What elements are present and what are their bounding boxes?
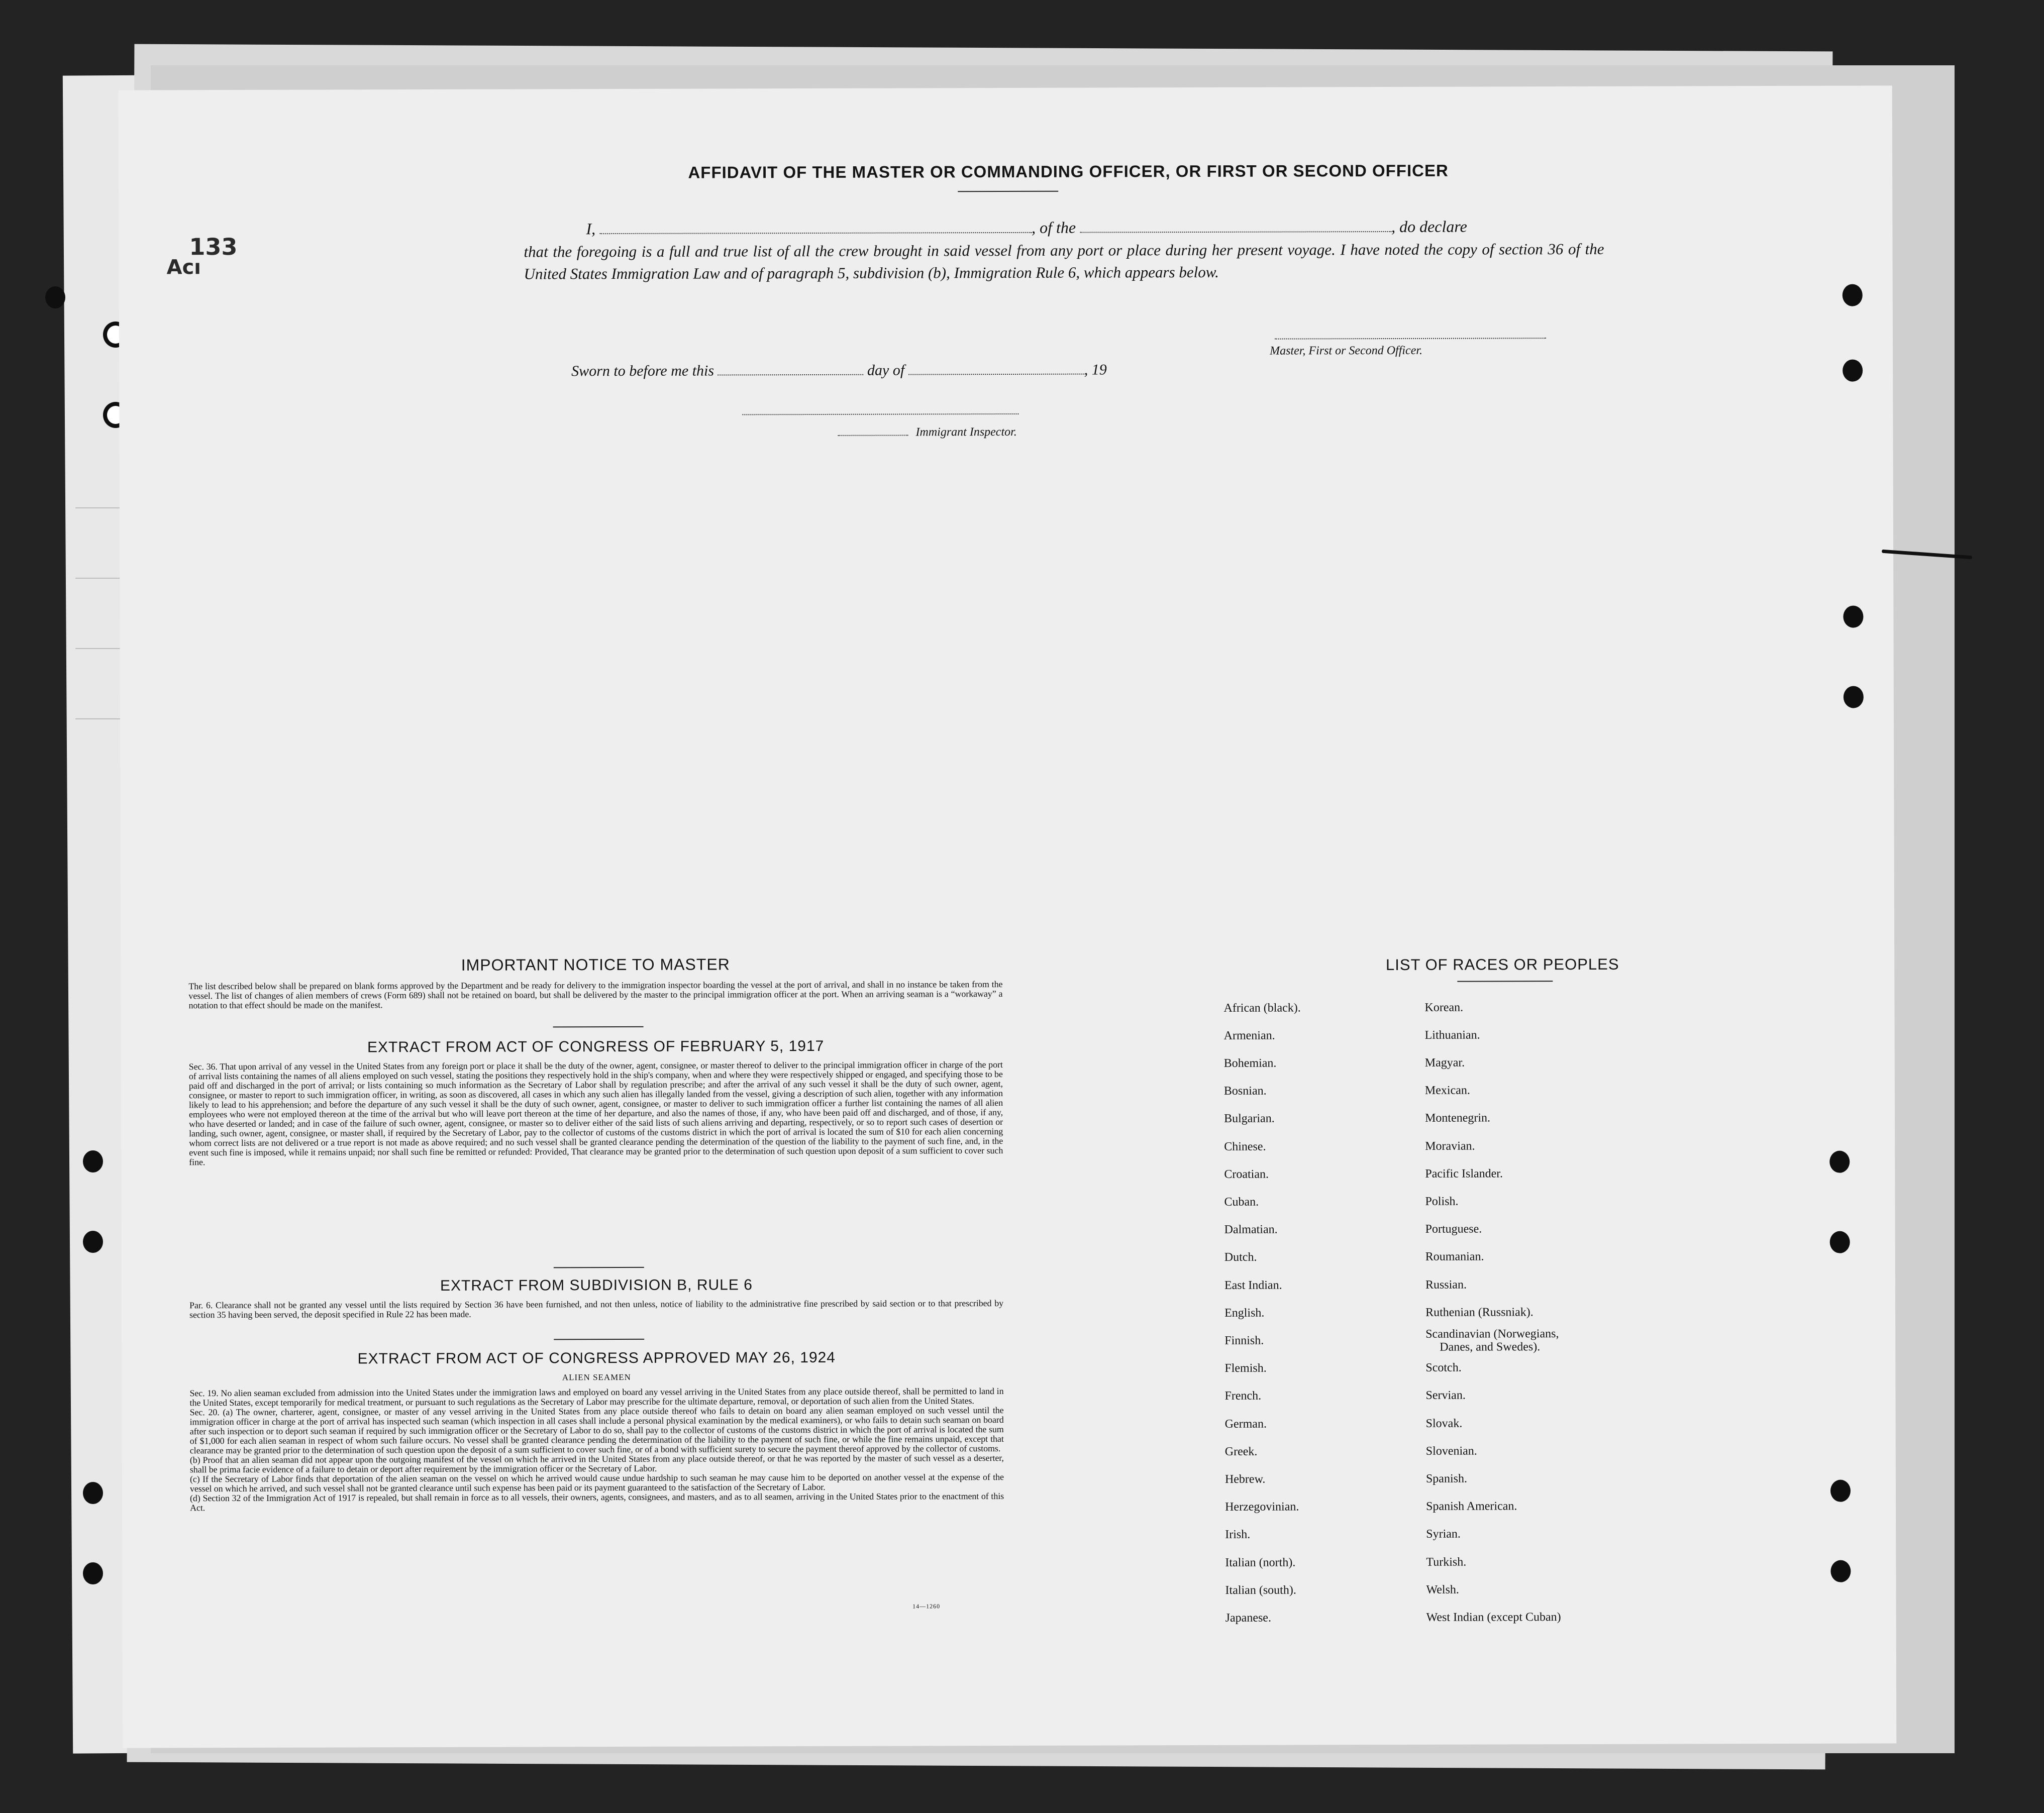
day-blank xyxy=(718,374,864,376)
race-item: Scandinavian (Norwegians, xyxy=(1425,1327,1559,1341)
affidavit-title: AFFIDAVIT OF THE MASTER OR COMMANDING OFFICER, OR FIRST OR SECOND OFFICER xyxy=(688,161,1449,182)
race-item: Bulgarian. xyxy=(1224,1112,1275,1125)
sworn-prefix: Sworn to before me this xyxy=(571,362,714,380)
extract-1917-text: Sec. 36. That upon arrival of any vessel in the United States from any foreign port or place it shall be the duty of the owner, agent, consignee, or master thereof to deliver to the principal immigration officer in charge of the port of arrival lists containing the names of all aliens employed on such vessel, stating the positions they respectively hold in the ship's company, when and where they were respectively shipped or engaged, and specifying those to be paid off and discharged in the port of arrival; or lists containing so much information as the Secretary of Labor shall by regulation prescribe; and after the arrival of any such vessel it shall be the duty of such owner, agent, consignee, or master to report to such immigration officer, in writing, as soon as discovered, all cases in which any such alien has illegally landed from the vessel, giving a description of such alien, together with any information likely to lead to his apprehension; and before the departure of any such vessel it shall be the duty of such owner, agent, consignee, or master to deliver to such immigration officer a further list containing the names of all alien employees who were not employed thereon at the time of the arrival but who will leave port thereon at the time of her departure, and also the names of those, if any, who have been paid off and discharged, and of those, if any, who have deserted or landed; and in case of the failure of such owner, agent, consignee, or master so to deliver either of the said lists of such aliens arriving and departing, respectively, or so to report such cases of desertion or landing, such owner, agent, consignee, or master shall, if required by the Secretary of Labor, pay to the collector of customs of the customs district in which the port of arrival is located the sum of $10 for each alien concerning whom correct lists are not delivered or a true report is not made as above required; and no such vessel shall be granted clearance pending the determination of the question of the liability to the payment of such fine, and, in the event such fine is imposed, while it remains unpaid; nor shall such fine be remitted or refunded: Provided, That clearance may be granted prior to the determination of such question upon deposit of a sum sufficient to cover such fine. xyxy=(188,1059,1003,1167)
race-item: Magyar. xyxy=(1424,1056,1465,1070)
divider xyxy=(554,1267,644,1268)
extract-rule6-text: Par. 6. Clearance shall not be granted any vessel until the lists required by Section 36 have been furnished, and not then unless, notice of liability to the administrative fine prescribed by said section or to that prescribed by section 35 having been served, the deposit specified in Rule 22 has been made. xyxy=(189,1298,1004,1320)
sworn-line xyxy=(571,361,1107,380)
race-item: Bohemian. xyxy=(1223,1056,1277,1070)
race-item: African (black). xyxy=(1223,1001,1301,1015)
punch-hole xyxy=(83,1562,103,1584)
notice-title: IMPORTANT NOTICE TO MASTER xyxy=(461,955,730,974)
extract-rule6-title: EXTRACT FROM SUBDIVISION B, RULE 6 xyxy=(440,1276,753,1294)
race-item: English. xyxy=(1224,1306,1265,1320)
signature-label: Master, First or Second Officer. xyxy=(1270,344,1423,358)
race-item: Moravian. xyxy=(1425,1139,1475,1153)
race-item: Russian. xyxy=(1425,1278,1467,1292)
race-item: Herzegovinian. xyxy=(1225,1500,1299,1514)
form-page xyxy=(119,85,1897,1748)
extract-1917-title: EXTRACT FROM ACT OF CONGRESS OF FEBRUARY 5, 1917 xyxy=(367,1037,825,1056)
punch-hole xyxy=(83,1231,103,1253)
punch-hole xyxy=(1843,360,1863,382)
race-item: Spanish American. xyxy=(1426,1500,1517,1513)
race-item: Roumanian. xyxy=(1425,1250,1484,1263)
paragraph: Sec. 19. No alien seaman excluded from admission into the United States under the immigration laws and employed on board any vessel arriving in the United States from any place outside thereof, shall be permitted to land in the United States, except temporarily for medical treatment, or pursuant to such regulations as the Secretary of Labor may prescribe for the ultimate departure, removal, or deportation of such alien from the United States. xyxy=(189,1386,1004,1408)
race-item: Servian. xyxy=(1425,1389,1466,1402)
punch-hole xyxy=(1830,1480,1851,1502)
race-item: Dalmatian. xyxy=(1224,1223,1278,1236)
sworn-year: , 19 xyxy=(1084,361,1107,378)
paragraph: (b) Proof that an alien seaman did not appear upon the outgoing manifest of the vessel on which he arrived in the United States from any place outside thereof, or that he was reported by the master of such vessel as a deserter, shall be prima facie evidence of a failure to detain or deport after requirement by the immigration officer or the Secretary of Labor. xyxy=(189,1453,1004,1475)
race-item: Hebrew. xyxy=(1224,1472,1266,1486)
race-item: Flemish. xyxy=(1224,1361,1267,1375)
paragraph: (d) Section 32 of the Immigration Act of 1917 is repealed, but shall remain in force as to all vessels, their owners, agents, consignees, and masters, and as to all seamen, arriving in the United States prior to the enactment of this Act. xyxy=(189,1491,1004,1513)
race-item: Slovak. xyxy=(1425,1417,1463,1430)
punch-hole xyxy=(1830,1560,1851,1582)
race-item: Mexican. xyxy=(1424,1084,1470,1097)
race-item: East Indian. xyxy=(1224,1278,1282,1292)
race-item: Syrian. xyxy=(1426,1527,1461,1541)
race-item: Irish. xyxy=(1225,1528,1251,1541)
race-item: Korean. xyxy=(1424,1001,1464,1014)
divider xyxy=(1457,981,1553,982)
month-blank xyxy=(908,374,1084,375)
divider xyxy=(553,1026,644,1027)
race-item: Greek. xyxy=(1224,1445,1258,1458)
paragraph: (c) If the Secretary of Labor finds that deportation of the alien seaman on the vessel on which he arrived would cause undue hardship to such seaman he may cause him to be deported on another vessel at the expense of the vessel on which he arrived, and such vessel shall not be granted clearance until such expense has been paid or its payment guaranteed to the satisfaction of the Secretary of Labor. xyxy=(189,1472,1004,1494)
extract-1924-title: EXTRACT FROM ACT OF CONGRESS APPROVED MAY 26, 1924 xyxy=(357,1349,836,1367)
declaration-prefix: I, xyxy=(586,220,596,238)
race-item: Portuguese. xyxy=(1425,1222,1482,1236)
paragraph: Sec. 20. (a) The owner, charterer, agent, consignee, or master of any vessel arriving in the United States from any place outside thereof who fails to detain on board any alien seaman employed on such vessel until the immigration officer in charge at the port of arrival has inspected such seaman (which inspection in all cases shall include a personal physical examination by the medical examiners), or who fails to detain such seaman on board after such inspection or to deport such seaman if required by such immigration officer or the Secretary of Labor to do so, shall pay to the collector of customs of the customs district in which the port of arrival is located the sum of $1,000 for each alien seaman in respect of whom such failure occurs. No vessel shall be granted clearance pending the determination of the liability to the payment of such fine, or while the fine remains unpaid, except that clearance may be granted prior to the determination of such question upon the deposit of a sum sufficient to cover such fine, or of a bond with sufficient surety to secure the payment thereof approved by the collector of customs. xyxy=(189,1405,1004,1456)
inspector-label: Immigrant Inspector. xyxy=(915,425,1017,439)
form-number: 14—1260 xyxy=(912,1603,941,1610)
notice-text: The list described below shall be prepared on blank forms approved by the Department and be ready for delivery to the immigration inspector boarding the vessel at the port of arrival, and shall in no instance be taken from the vessel. The list of changes of alien members of crews (Form 689) shall not be retained on board, but shall be delivered by the master to the principal immigration officer at the port. When an arriving seaman is a “workaway” a notation to that effect should be made on the manifest. xyxy=(188,979,1003,1011)
race-item: Slovenian. xyxy=(1425,1444,1477,1458)
race-item: Pacific Islander. xyxy=(1425,1167,1503,1181)
race-item: Dutch. xyxy=(1224,1250,1257,1264)
affidavit-declaration-line xyxy=(586,218,1467,239)
alien-seamen-subtitle: ALIEN SEAMEN xyxy=(562,1372,631,1382)
race-item: Finnish. xyxy=(1224,1334,1264,1347)
race-item: Scotch. xyxy=(1425,1361,1462,1374)
race-item: West Indian (except Cuban) xyxy=(1426,1611,1561,1624)
punch-hole xyxy=(83,1150,103,1172)
punch-hole xyxy=(1830,1231,1850,1253)
declaration-suffix: , do declare xyxy=(1391,217,1467,236)
inspector-blank xyxy=(838,435,908,436)
race-item: Montenegrin. xyxy=(1425,1111,1491,1125)
punch-hole xyxy=(1844,686,1864,708)
race-item: Chinese. xyxy=(1224,1140,1266,1153)
race-item: Italian (south). xyxy=(1225,1583,1296,1597)
handwritten-mark: Acı xyxy=(166,256,201,279)
divider xyxy=(554,1339,644,1340)
races-title: LIST OF RACES OR PEOPLES xyxy=(1385,955,1619,974)
handwritten-mark: 133 xyxy=(189,233,238,261)
vessel-blank xyxy=(1080,231,1391,233)
race-item: French. xyxy=(1224,1389,1262,1403)
race-item: Armenian. xyxy=(1223,1029,1275,1042)
race-item: Turkish. xyxy=(1426,1555,1467,1569)
race-item: Danes, and Swedes). xyxy=(1440,1340,1541,1354)
race-item: Japanese. xyxy=(1225,1611,1271,1625)
race-item: Spanish. xyxy=(1425,1472,1467,1485)
declaration-of-the: , of the xyxy=(1032,218,1076,237)
punch-hole xyxy=(83,1482,103,1504)
inspector-signature-line xyxy=(742,413,1018,415)
punch-hole xyxy=(1843,284,1863,306)
divider xyxy=(958,191,1058,192)
race-item: Lithuanian. xyxy=(1424,1028,1480,1042)
punch-hole xyxy=(45,286,65,308)
sworn-day-of: day of xyxy=(867,362,905,379)
race-item: Croatian. xyxy=(1224,1167,1269,1181)
race-item: Welsh. xyxy=(1426,1583,1459,1596)
punch-hole xyxy=(1843,606,1863,628)
punch-hole xyxy=(1829,1151,1850,1173)
extract-1924-text xyxy=(189,1387,1004,1513)
signature-line xyxy=(1275,338,1546,339)
name-blank xyxy=(599,232,1032,234)
race-item: Bosnian. xyxy=(1223,1084,1267,1098)
affidavit-body: that the foregoing is a full and true list of all the crew brought in said vessel from any port or place during her present voyage. I have noted the copy of section 36 of the United States Immigration Law and of paragraph 5, subdivision (b), Immigration Rule 6, which appears below. xyxy=(524,240,1604,283)
race-item: Ruthenian (Russniak). xyxy=(1425,1306,1534,1319)
race-item: German. xyxy=(1224,1417,1267,1431)
races-list-left xyxy=(1223,1001,1414,1625)
race-item: Polish. xyxy=(1425,1195,1459,1208)
race-item: Italian (north). xyxy=(1225,1556,1296,1569)
race-item: Cuban. xyxy=(1224,1195,1259,1209)
